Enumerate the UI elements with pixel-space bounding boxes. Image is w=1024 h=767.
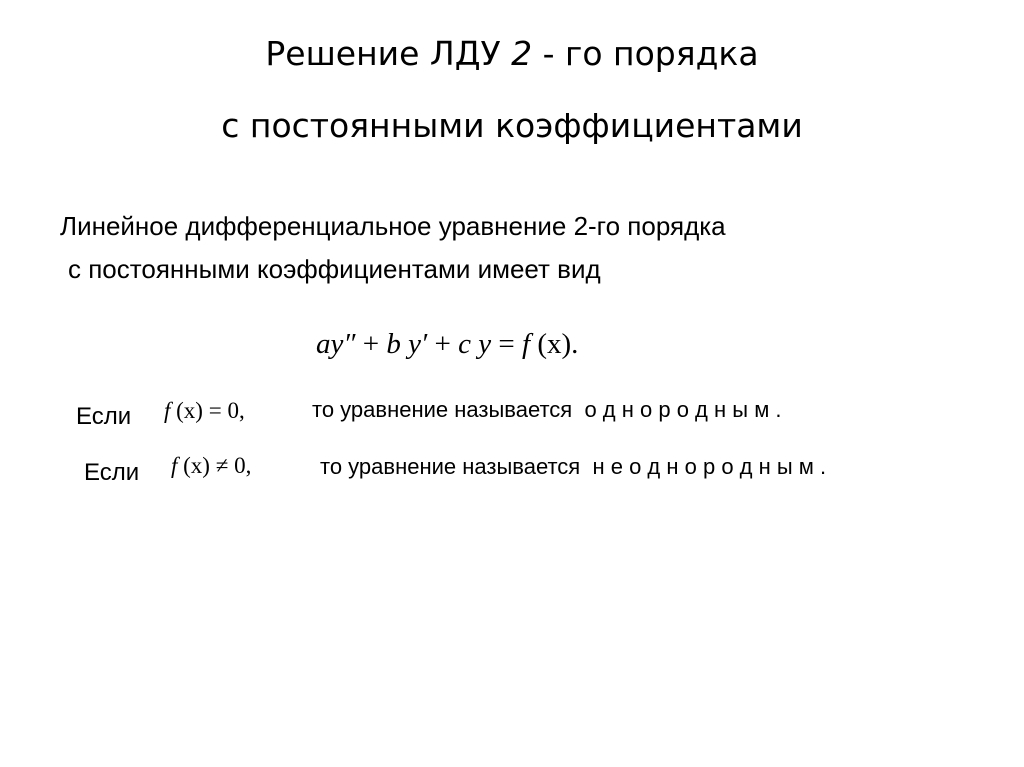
term-y-first: y′ <box>400 328 428 360</box>
cond2-zero: 0, <box>234 453 252 478</box>
title-suffix: - го порядка <box>532 34 759 73</box>
condition-result-2 <box>320 453 826 481</box>
cond2-text: то уравнение называется <box>320 454 581 479</box>
term-homogeneous: о д н о р о д н ы м . <box>584 397 782 422</box>
function-arg: (x). <box>530 328 579 360</box>
intro-text-line-2: с постоянными коэффициентами имеет вид <box>68 254 601 284</box>
condition-label-1: Если <box>76 403 132 430</box>
cond1-zero: 0, <box>227 398 245 423</box>
main-equation <box>316 327 578 361</box>
slide-title-line-1 <box>0 34 1024 74</box>
equals-sign: = <box>491 328 522 360</box>
function-f: f <box>522 328 531 360</box>
intro-text-line-1: Линейное дифференциальное уравнение 2-го порядка <box>60 211 726 241</box>
condition-result-1 <box>312 396 782 424</box>
term-y-second: y″ <box>330 328 356 360</box>
cond1-f: f <box>164 398 171 423</box>
cond2-relation: ≠ <box>209 453 235 478</box>
coef-b: b <box>386 328 401 360</box>
cond1-text: то уравнение называется <box>312 397 573 422</box>
term-inhomogeneous: н е о д н о р о д н ы м . <box>592 454 827 479</box>
cond1-relation: = <box>202 398 228 423</box>
plus-sign-1: + <box>355 328 387 360</box>
plus-sign-2: + <box>427 328 459 360</box>
condition-equation-1 <box>164 397 245 425</box>
cond1-arg: (x) <box>170 398 203 423</box>
condition-label-2: Если <box>84 459 140 486</box>
condition-equation-2 <box>171 452 251 480</box>
cond2-arg: (x) <box>177 453 210 478</box>
cond2-f: f <box>171 453 178 478</box>
term-y: y <box>471 328 492 360</box>
coef-a: a <box>316 328 331 360</box>
title-prefix: Решение ЛДУ <box>265 34 512 73</box>
coef-c: c <box>458 328 472 360</box>
slide-title-line-2: с постоянными коэффициентами <box>221 106 803 145</box>
title-order-number: 2 <box>511 34 533 73</box>
